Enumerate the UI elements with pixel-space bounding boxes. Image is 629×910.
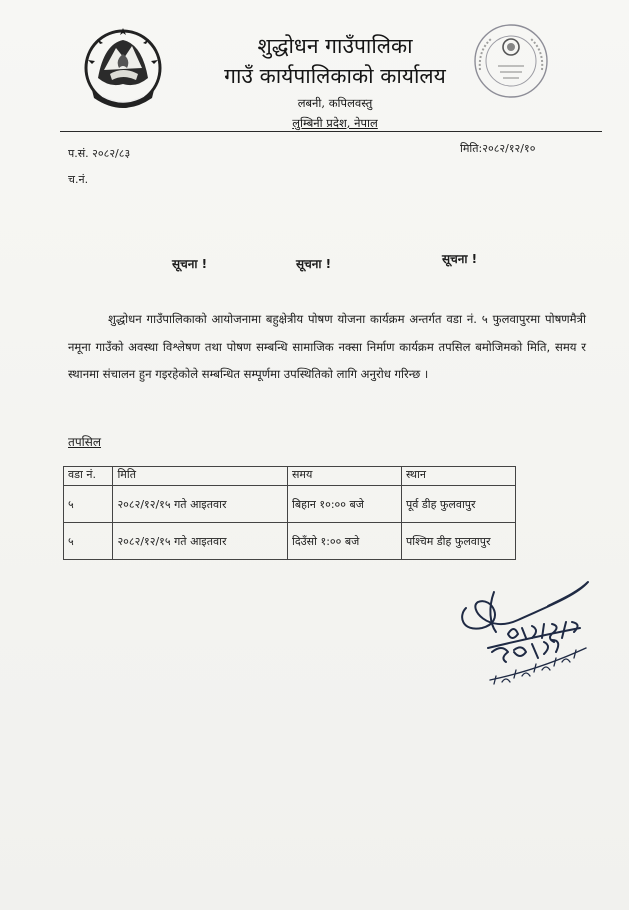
office-seal-stamp-icon (470, 20, 552, 102)
header-place: स्थान (401, 467, 515, 486)
header-time: समय (287, 467, 401, 486)
schedule-heading: तपसिल (68, 435, 102, 449)
letter-date: मिति:२०८२/१२/१० (460, 142, 536, 155)
cell-time: दिउँसो १:०० बजे (287, 523, 401, 560)
table-header-row (64, 467, 516, 486)
cell-place: पूर्व डीह फुलवापुर (401, 486, 515, 523)
notice-heading-2: सूचना ! (296, 257, 332, 271)
cell-place: पश्चिम डीह फुलवापुर (401, 523, 515, 560)
cell-ward: ५ (64, 523, 113, 560)
municipality-name: शुद्धोधन गाउँपालिका (257, 34, 413, 58)
notice-heading-3: सूचना ! (442, 252, 478, 266)
office-name: गाउँ कार्यपालिकाको कार्यालय (224, 64, 446, 88)
cell-time: बिहान १०:०० बजे (287, 486, 401, 523)
header-date: मिति (113, 467, 288, 486)
notice-body: शुद्धोधन गाउँपालिकाको आयोजनामा बहुक्षेत्रीय पोषण योजना कार्यक्रम अन्तर्गत वडा नं. ५ फुलवापुरमा पोषणमैत्री नमूना गाउँको अवस्था विश्लेषण तथा पोषण सम्बन्धि सामाजिक नक्सा निर्माण कार्यक्रम तपसिल बमोजिमको मिति, समय र स्थानमा संचालन हुन गइरहेकोले सम्बन्धित सम्पूर्णमा उपस्थितिको लागि अनुरोध गरिन्छ । (68, 312, 586, 381)
cell-ward: ५ (64, 486, 113, 523)
cell-date: २०८२/१२/१५ गते आइतवार (113, 523, 288, 560)
nepal-emblem-icon (82, 24, 164, 116)
dispatch-number: च.नं. (68, 173, 89, 186)
header-divider (60, 131, 602, 132)
schedule-table (63, 466, 516, 560)
table-row (64, 523, 516, 560)
office-province: लुम्बिनी प्रदेश, नेपाल (292, 116, 378, 130)
cell-date: २०८२/१२/१५ गते आइतवार (113, 486, 288, 523)
table-row (64, 486, 516, 523)
notice-heading-1: सूचना ! (172, 257, 208, 271)
header-ward: वडा नं. (64, 467, 113, 486)
letter-reference-number: प.सं. २०८२/८३ (68, 147, 131, 160)
office-location: लबनी, कपिलवस्तु (297, 96, 373, 110)
handwritten-signature-icon (448, 572, 598, 704)
